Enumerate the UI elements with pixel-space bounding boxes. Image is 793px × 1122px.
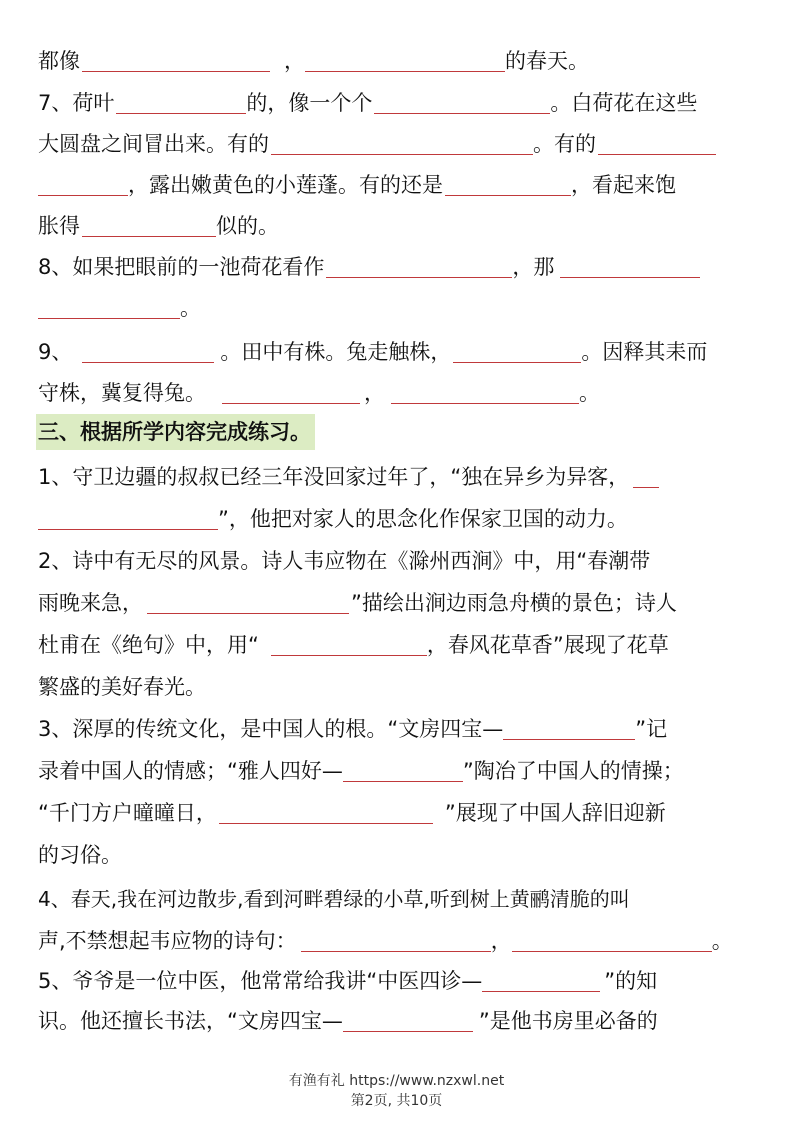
s3-line-2: 录着中国人的情感；“雅人四好— ”陶冶了中国人的情操；: [38, 750, 684, 786]
answer-blank[interactable]: [482, 963, 600, 992]
s2-line-4: 繁盛的美好春光。: [38, 675, 206, 699]
s1-line-1: 1、守卫边疆的叔叔已经三年没回家过年了，“独在异乡为异客，: [38, 456, 659, 492]
s4-line-2: 声,不禁想起韦应物的诗句： ， 。: [38, 920, 733, 956]
answer-blank[interactable]: [38, 501, 218, 530]
answer-blank[interactable]: [222, 375, 360, 404]
answer-blank[interactable]: [560, 249, 700, 278]
s2-line-2: 雨晚来急， ”描绘出涧边雨急舟横的景色；诗人: [38, 582, 677, 618]
answer-blank[interactable]: [343, 753, 463, 782]
answer-blank[interactable]: [374, 85, 550, 114]
answer-blank[interactable]: [38, 167, 128, 196]
answer-blank[interactable]: [503, 711, 635, 740]
answer-blank[interactable]: [116, 85, 246, 114]
s1-line-2: ”，他把对家人的思念化作保家卫国的动力。: [38, 498, 628, 534]
s5-line-2: 识。他还擅长书法，“文房四宝— ”是他书房里必备的: [38, 1000, 658, 1036]
answer-blank[interactable]: [38, 290, 180, 319]
answer-blank[interactable]: [512, 923, 712, 952]
answer-blank[interactable]: [326, 249, 512, 278]
answer-blank[interactable]: [82, 208, 216, 237]
answer-blank[interactable]: [305, 43, 505, 72]
s4-line-1: 4、春天,我在河边散步,看到河畔碧绿的小草,听到树上黄鹂清脆的叫: [38, 887, 630, 911]
answer-blank[interactable]: [147, 585, 349, 614]
footer-page-number: 第2页, 共10页: [350, 1093, 443, 1109]
q7-line-3: ，露出嫩黄色的小莲蓬。有的还是 ，看起来饱: [38, 164, 676, 200]
answer-blank[interactable]: [633, 459, 659, 488]
q8-line-2: 。: [38, 287, 201, 323]
answer-blank[interactable]: [453, 334, 581, 363]
q9-line-2: 守株，冀复得兔。 ， 。: [38, 372, 600, 408]
footer-site: 有渔有礼 https://www.nzxwl.net: [288, 1073, 505, 1089]
section-heading: 三、根据所学内容完成练习。: [36, 414, 315, 450]
q7-line-2: 大圆盘之间冒出来。有的 。有的: [38, 123, 716, 159]
answer-blank[interactable]: [82, 43, 270, 72]
answer-blank[interactable]: [271, 126, 533, 155]
q9-line-1: 9、 。田中有株。兔走触株， 。因释其耒而: [38, 331, 707, 367]
q6-line-1: 都像 ， 的春天。: [38, 40, 589, 76]
answer-blank[interactable]: [598, 126, 716, 155]
answer-blank[interactable]: [271, 627, 427, 656]
s2-line-1: 2、诗中有无尽的风景。诗人韦应物在《滁州西涧》中，用“春潮带: [38, 549, 651, 573]
answer-blank[interactable]: [445, 167, 571, 196]
s3-line-4: 的习俗。: [38, 843, 122, 867]
s3-line-1: 3、深厚的传统文化，是中国人的根。“文房四宝— ”记: [38, 708, 667, 744]
answer-blank[interactable]: [343, 1003, 473, 1032]
answer-blank[interactable]: [301, 923, 491, 952]
answer-blank[interactable]: [219, 795, 433, 824]
answer-blank[interactable]: [82, 334, 214, 363]
s3-line-3: “千门方户曈曈日， ”展现了中国人辞旧迎新: [38, 792, 666, 828]
q7-line-4: 胀得 似的。: [38, 205, 279, 241]
answer-blank[interactable]: [391, 375, 579, 404]
s2-line-3: 杜甫在《绝句》中，用“ ，春风花草香”展现了花草: [38, 624, 669, 660]
s5-line-1: 5、爷爷是一位中医，他常常给我讲“中医四诊— ”的知: [38, 960, 657, 996]
q8-line-1: 8、如果把眼前的一池荷花看作 ，那: [38, 246, 700, 282]
q7-line-1: 7、荷叶 的，像一个个 。白荷花在这些: [38, 82, 697, 118]
